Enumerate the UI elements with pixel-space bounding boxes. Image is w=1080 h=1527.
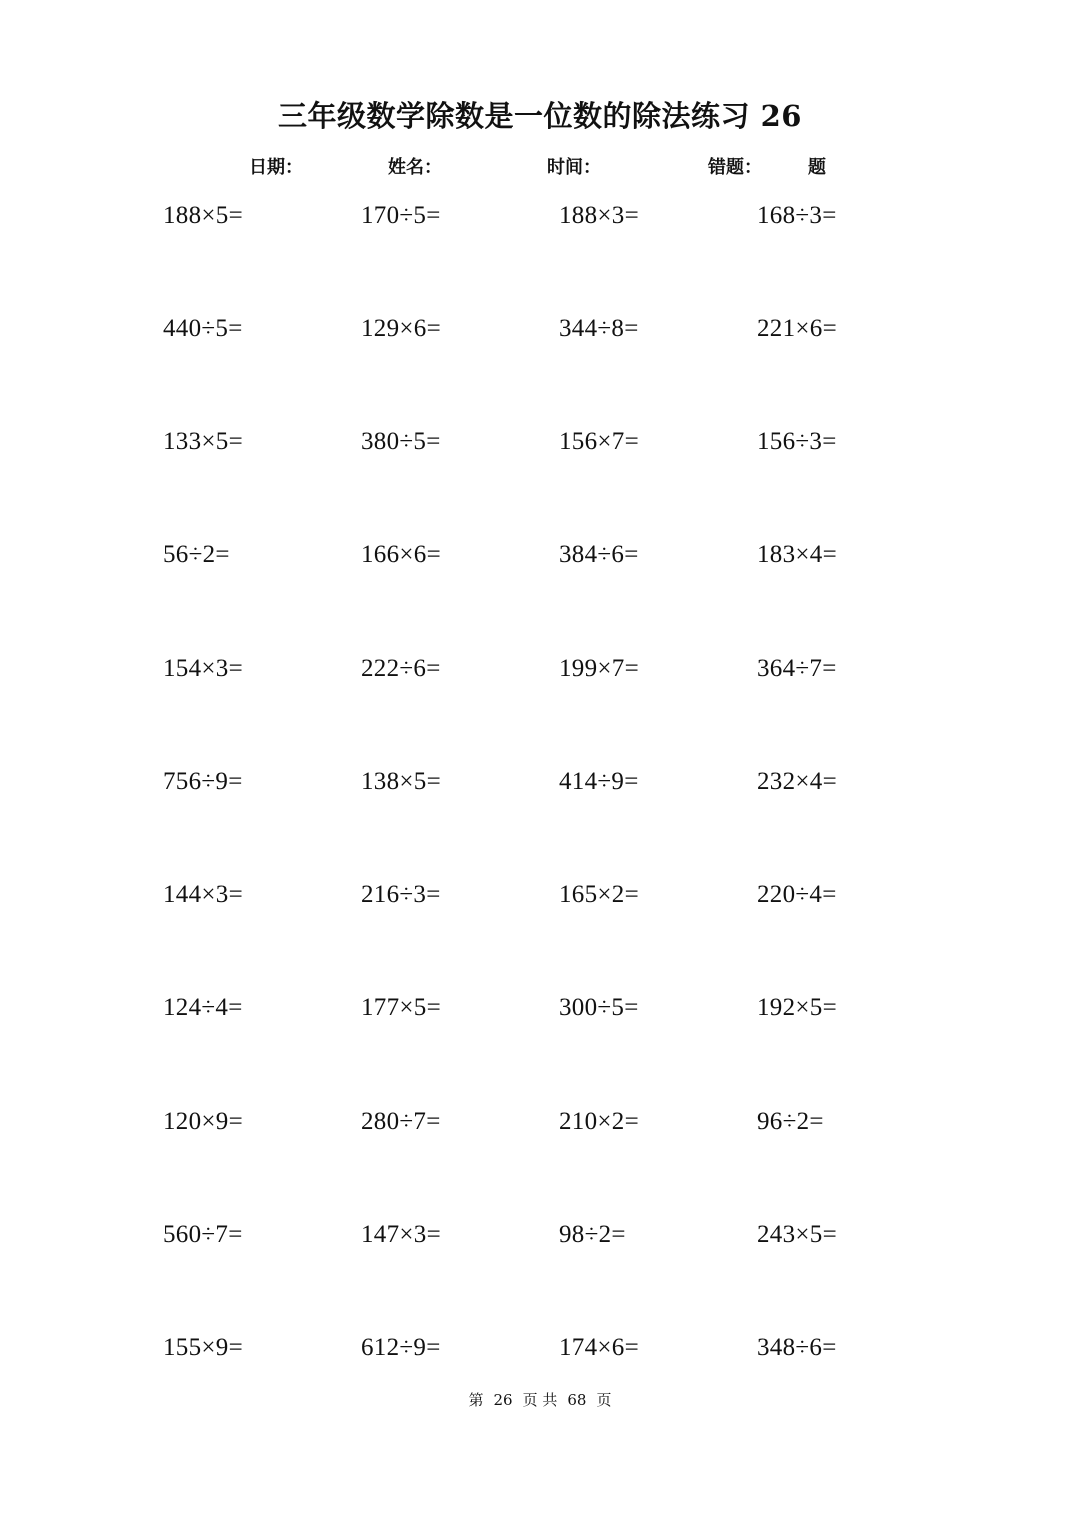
problem: 440÷5= [163, 315, 243, 342]
time-label: 时间： [547, 157, 601, 178]
problem: 210×2= [559, 1108, 639, 1135]
problem: 155×9= [163, 1334, 243, 1361]
problem: 166×6= [361, 541, 441, 568]
problem: 156÷3= [757, 428, 837, 455]
problem: 612÷9= [361, 1334, 441, 1361]
footer-prefix: 第 [468, 1391, 484, 1409]
problem: 414÷9= [559, 768, 639, 795]
problem: 96÷2= [757, 1108, 824, 1135]
problem: 199×7= [559, 655, 639, 682]
problem: 188×5= [163, 202, 243, 229]
footer-middle: 页 共 [522, 1391, 558, 1409]
problem: 220÷4= [757, 881, 837, 908]
problem: 344÷8= [559, 315, 639, 342]
problem: 177×5= [361, 994, 441, 1021]
footer-total-pages: 68 [567, 1391, 587, 1409]
problem: 222÷6= [361, 655, 441, 682]
problem: 232×4= [757, 768, 837, 795]
problem: 144×3= [163, 881, 243, 908]
page-number-footer [0, 1390, 1080, 1410]
problem: 756÷9= [163, 768, 243, 795]
problem: 221×6= [757, 315, 837, 342]
errors-label: 错题： [708, 157, 762, 178]
problem: 216÷3= [361, 881, 441, 908]
problem: 380÷5= [361, 428, 441, 455]
problem: 168÷3= [757, 202, 837, 229]
problem: 170÷5= [361, 202, 441, 229]
problem: 300÷5= [559, 994, 639, 1021]
problem: 56÷2= [163, 541, 230, 568]
problem: 120×9= [163, 1108, 243, 1135]
problem: 98÷2= [559, 1221, 626, 1248]
problem: 156×7= [559, 428, 639, 455]
footer-suffix: 页 [596, 1391, 612, 1409]
problem: 165×2= [559, 881, 639, 908]
problem: 280÷7= [361, 1108, 441, 1135]
problem: 154×3= [163, 655, 243, 682]
errors-unit-label: 题 [808, 157, 826, 178]
worksheet-title: 三年级数学除数是一位数的除法练习 26 [278, 99, 802, 133]
problem: 188×3= [559, 202, 639, 229]
problem: 174×6= [559, 1334, 639, 1361]
problem: 384÷6= [559, 541, 639, 568]
problem: 147×3= [361, 1221, 441, 1248]
date-label: 日期： [249, 157, 303, 178]
problem: 133×5= [163, 428, 243, 455]
problem: 124÷4= [163, 994, 243, 1021]
problem: 560÷7= [163, 1221, 243, 1248]
problem: 183×4= [757, 541, 837, 568]
problem: 192×5= [757, 994, 837, 1021]
problem: 364÷7= [757, 655, 837, 682]
problem: 129×6= [361, 315, 441, 342]
problem: 138×5= [361, 768, 441, 795]
footer-page-number: 26 [493, 1391, 513, 1409]
problem: 348÷6= [757, 1334, 837, 1361]
problem: 243×5= [757, 1221, 837, 1248]
name-label: 姓名： [388, 157, 442, 178]
